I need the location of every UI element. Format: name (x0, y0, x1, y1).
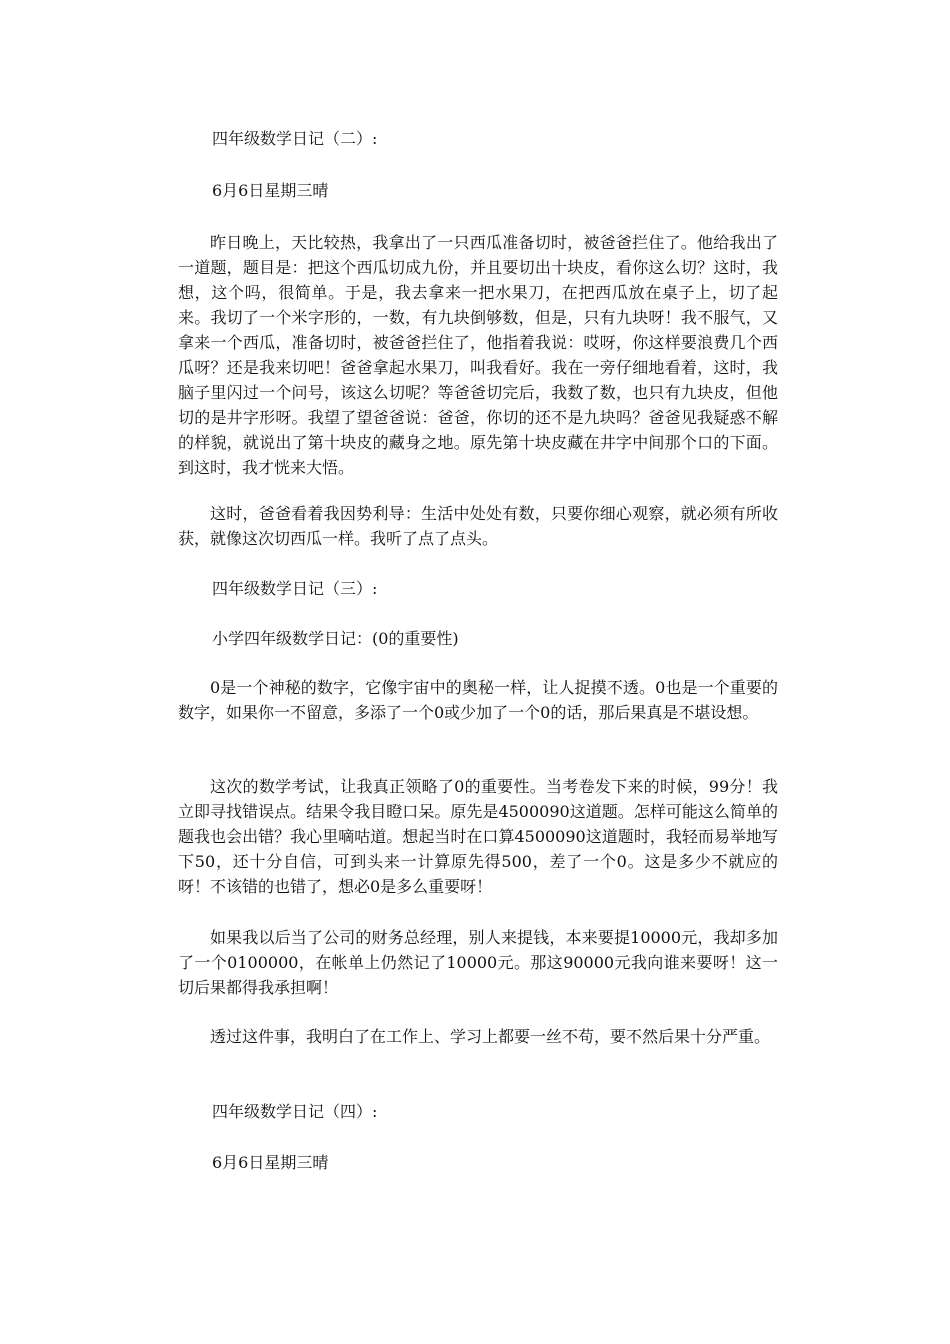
diary-heading-2: 四年级数学日记（二）: (212, 129, 378, 148)
diary-paragraph: 这次的数学考试，让我真正领略了0的重要性。当考卷发下来的时候，99分！我立即寻找错误点。结果令我目瞪口呆。原先是4500090这道题。怎样可能这么简单的题我也会出错？我心里嘀咕道。想起当时在口算4500090这道题时，我轻而易举地写下50，还十分自信，可到头来一计算原先得500，差了一个0。这是多少不就应的呀！不该错的也错了，想必0是多么重要呀！ (178, 777, 778, 896)
diary-paragraph: 这时，爸爸看着我因势利导：生活中处处有数，只要你细心观察，就必须有所收获，就像这次切西瓜一样。我听了点了点头。 (178, 504, 778, 548)
diary-subtitle-3: 小学四年级数学日记：(0的重要性) (212, 629, 459, 648)
diary-paragraph: 昨日晚上，天比较热，我拿出了一只西瓜准备切时，被爸爸拦住了。他给我出了一道题，题目是：把这个西瓜切成九份，并且要切出十块皮，看你这么切？这时，我想，这个吗，很简单。于是，我去拿来一把水果刀，在把西瓜放在桌子上，切了起来。我切了一个米字形的，一数，有九块倒够数，但是，只有九块呀！我不服气，又拿来一个西瓜，准备切时，被爸爸拦住了，他指着我说：哎呀，你这样要浪费几个西瓜呀？还是我来切吧！爸爸拿起水果刀，叫我看好。我在一旁仔细地看着，这时，我脑子里闪过一个问号，该这么切呢？等爸爸切完后，我数了数，也只有九块皮，但他切的是井字形呀。我望了望爸爸说：爸爸，你切的还不是九块吗？爸爸见我疑惑不解的样貌，就说出了第十块皮的藏身之地。原先第十块皮藏在井字中间那个口的下面。到这时，我才恍来大悟。 (178, 233, 778, 477)
diary-date-2: 6月6日星期三晴 (212, 181, 329, 200)
diary-paragraph: 0是一个神秘的数字，它像宇宙中的奥秘一样，让人捉摸不透。0也是一个重要的数字，如果你一不留意，多添了一个0或少加了一个0的话，那后果真是不堪设想。 (178, 678, 778, 722)
diary-paragraph: 如果我以后当了公司的财务总经理，别人来提钱，本来要提10000元，我却多加了一个0100000，在帐单上仍然记了10000元。那这90000元我向谁来要呀！这一切后果都得我承担啊！ (178, 928, 778, 997)
diary-heading-3: 四年级数学日记（三）: (212, 579, 378, 598)
diary-date-4: 6月6日星期三晴 (212, 1153, 329, 1172)
diary-heading-4: 四年级数学日记（四）: (212, 1102, 378, 1121)
diary-paragraph: 透过这件事，我明白了在工作上、学习上都要一丝不苟，要不然后果十分严重。 (210, 1027, 771, 1046)
